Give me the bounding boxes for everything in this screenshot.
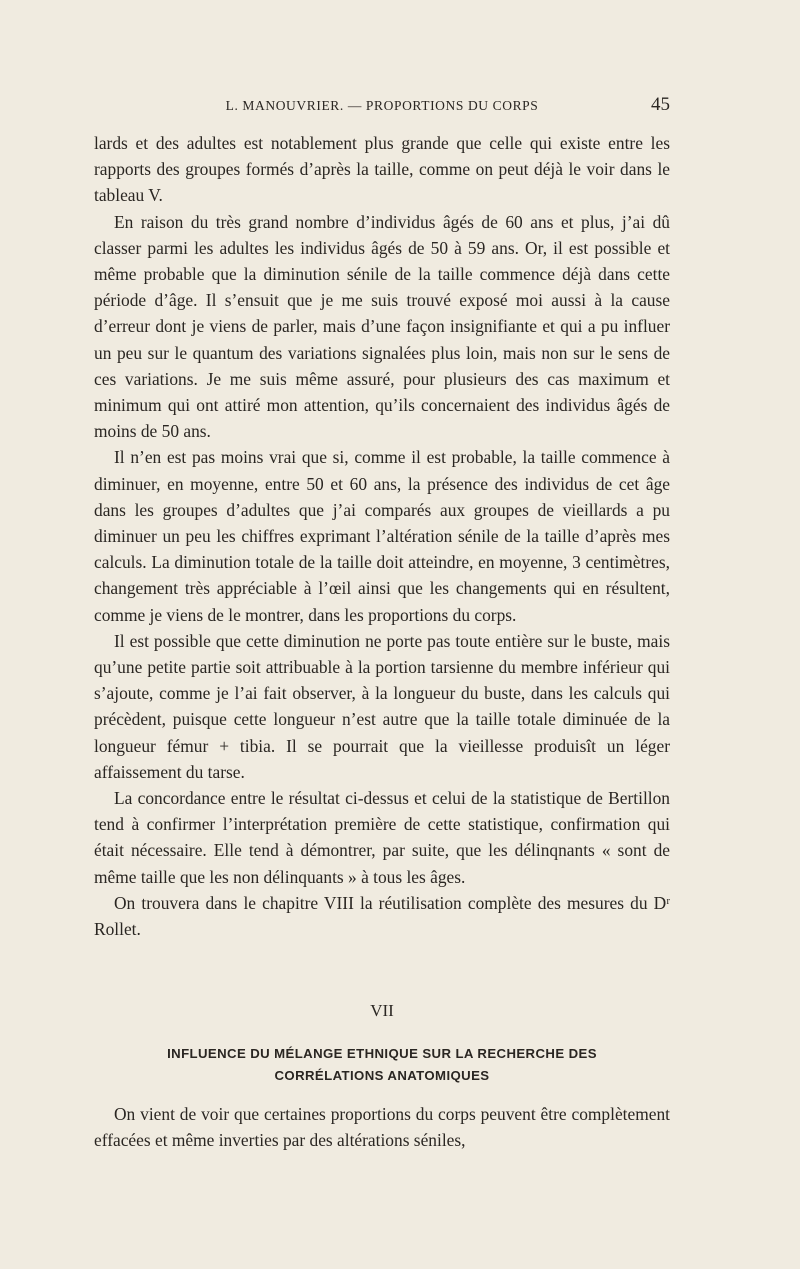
page-number: 45: [651, 94, 670, 115]
running-head: [94, 94, 670, 118]
body-text: [94, 130, 670, 942]
paragraph-age-groups: En raison du très grand nombre d’individus âgés de 60 ans et plus, j’ai dû classer parmi les adultes les individus âgés de 50 à 59 ans. Or, il est possible et même probable que la diminution sénile de la taille commence déjà dans cette période d’âge. Il s’ensuit que je me suis trouvé exposé moi aussi à la cause d’erreur dont je viens de parler, mais d’une façon insignifiante et qui a pu influer un peu sur le quantum des variations signalées plus loin, mais non sur le sens de ces variations. Je me suis même assuré, pour plusieurs des cas maximum et minimum qui ont attiré mon attention, qu’ils concernaient des individus âgés de moins de 50 ans.: [94, 211, 670, 442]
section-number: VII: [370, 1001, 394, 1020]
paragraph-chapter-reference: On trouvera dans le chapitre VIII la réutilisation complète des mesures du Dʳ Rollet.: [94, 892, 670, 940]
paragraph-height-decrease: Il n’en est pas moins vrai que si, comme il est probable, la taille commence à diminuer, en moyenne, entre 50 et 60 ans, la présence des individus de cet âge dans les groupes d’adultes que j’ai comparés aux groupes de vieillards a pu diminuer un peu les chiffres exprimant l’altération sénile de la taille d’après mes calculs. La diminution totale de la taille doit atteindre, en moyenne, 3 centimètres, changement très appréciable à l’œil ainsi que les changements qui en résultent, comme je viens de le montrer, dans les proportions du corps.: [94, 447, 670, 625]
paragraph-continuation: lards et des adultes est notablement plus grande que celle qui existe entre les rapports des groupes formés d’après la taille, comme on peut déjà le voir dans le tableau V.: [94, 133, 670, 206]
paragraph-bertillon: La concordance entre le résultat ci-dessus et celui de la statistique de Bertillon tend à confirmer l’interprétation première de cette statistique, confirmation qui était nécessaire. Elle tend à démontrer, par suite, que les délinqnants « sont de même taille que les non délinquants » à tous les âges.: [94, 788, 670, 887]
section-title-line-2: CORRÉLATIONS ANATOMIQUES: [274, 1068, 490, 1083]
section-body-text: [94, 1101, 670, 1153]
section-title: [94, 1043, 670, 1087]
section-title-line-1: INFLUENCE DU MÉLANGE ETHNIQUE SUR LA RECHERCHE DES: [167, 1046, 597, 1061]
paragraph-section-opening: On vient de voir que certaines proportions du corps peuvent être complètement effacées et même inverties par des altérations séniles,: [94, 1104, 670, 1151]
running-title: L. MANOUVRIER. — PROPORTIONS DU CORPS: [225, 98, 539, 113]
paragraph-tarsal-portion: Il est possible que cette diminution ne porte pas toute entière sur le buste, mais qu’une petite partie soit attribuable à la portion tarsienne du membre inférieur qui s’ajoute, comme je l’ai fait observer, à la longueur du buste, dans les calculs qui précèdent, puisque cette longueur n’est autre que la taille totale diminuée de la longueur fémur + tibia. Il se pourrait que la vieillesse produisît un léger affaissement du tarse.: [94, 630, 670, 782]
